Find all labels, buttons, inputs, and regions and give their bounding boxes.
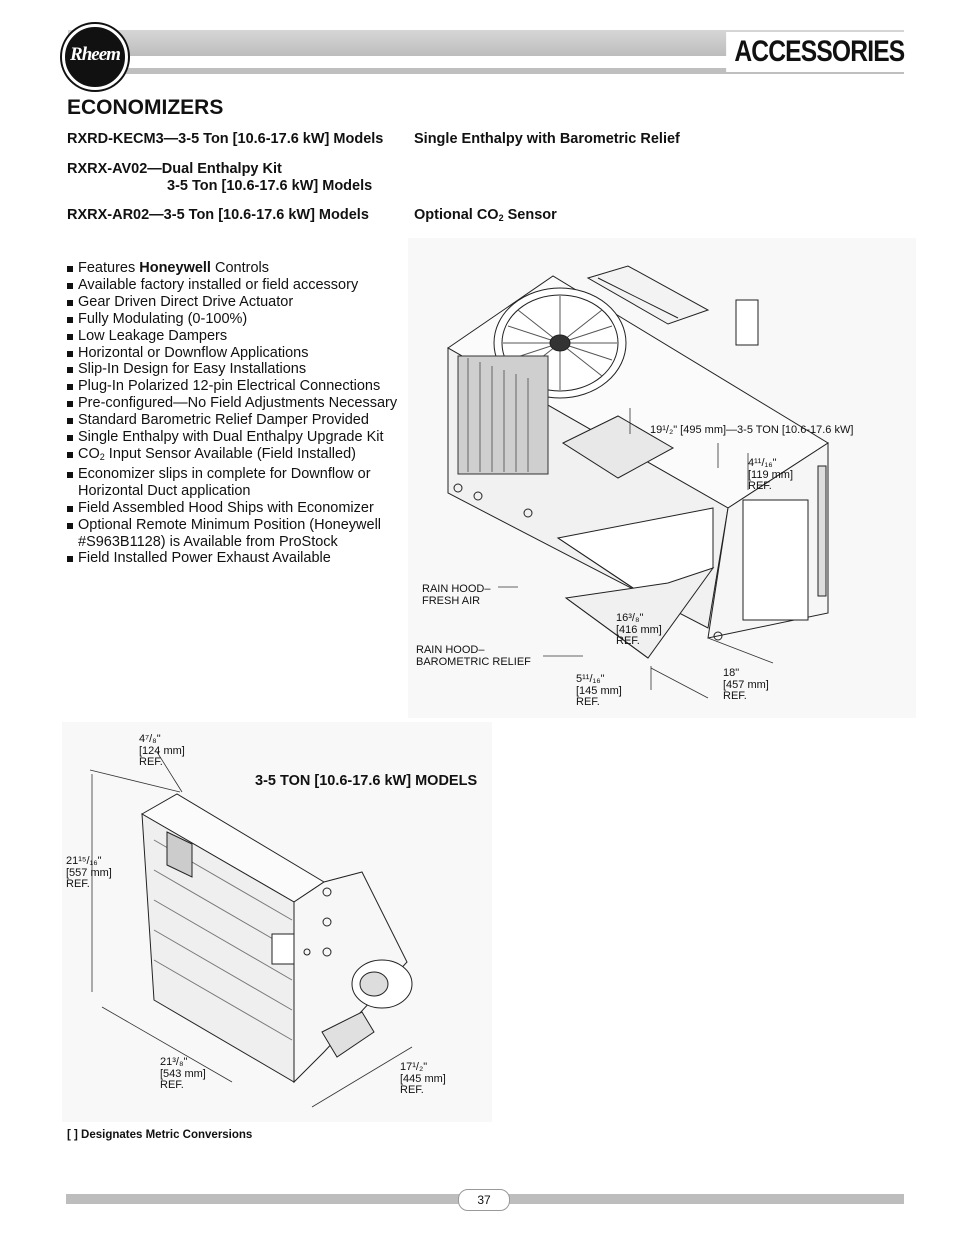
model-av02-range: 3-5 Ton [10.6-17.6 kW] Models — [167, 178, 373, 194]
logo-text: Rheem — [70, 44, 120, 65]
rheem-logo — [62, 24, 128, 90]
list-item: Pre-configured—No Field Adjustments Necessary — [66, 395, 426, 412]
dim-economizer-width: 19¹/₂" [495 mm]—3-5 TON [10.6-17.6 kW] — [650, 424, 854, 436]
list-item: Available factory installed or field accessory — [66, 277, 426, 294]
list-item: Optional Remote Minimum Position (Honeywell #S963B1128) is Available from ProStock — [66, 517, 426, 551]
rooftop-unit-figure — [408, 238, 916, 718]
list-item: Standard Barometric Relief Damper Provided — [66, 412, 426, 429]
figure-caption: 3-5 TON [10.6-17.6 kW] MODELS — [255, 773, 478, 789]
model-ar02: RXRX-AR02—3-5 Ton [10.6-17.6 kW] Models — [67, 207, 369, 223]
dim-hood-height: 16³/₈" [416 mm] REF. — [616, 612, 662, 647]
model-av02: RXRX-AV02—Dual Enthalpy Kit — [67, 161, 282, 177]
dim-relief-height: 5¹¹/₁₆" [145 mm] REF. — [576, 673, 622, 708]
dim-depth: 17¹/₂" [445 mm] REF. — [400, 1061, 446, 1096]
model-kecm3-desc: Single Enthalpy with Barometric Relief — [414, 131, 680, 147]
list-item: Low Leakage Dampers — [66, 328, 426, 345]
feature-list — [66, 260, 426, 567]
list-item: Gear Driven Direct Drive Actuator — [66, 294, 426, 311]
list-item: Field Installed Power Exhaust Available — [66, 550, 426, 567]
model-ar02-desc: Optional $CO_2$ Sensor — [414, 207, 557, 223]
label-rain-hood-fresh-air: RAIN HOOD– FRESH AIR — [422, 583, 491, 607]
section-title: ECONOMIZERS — [67, 96, 224, 119]
list-item: $CO_2$ Input Sensor Available (Field Installed) — [66, 446, 426, 466]
list-item: Horizontal or Downflow Applications — [66, 345, 426, 362]
list-item: Field Assembled Hood Ships with Economizer — [66, 500, 426, 517]
dim-depth-top: 4⁷/₈" [124 mm] REF. — [139, 733, 185, 768]
dim-width: 21³/₈" [543 mm] REF. — [160, 1056, 206, 1091]
page-title: ACCESSORIES — [726, 32, 904, 72]
list-item: Features Honeywell Controls — [66, 260, 426, 277]
page-number: 37 — [458, 1189, 510, 1211]
dim-hood-offset: 4¹¹/₁₆" [119 mm] REF. — [748, 457, 794, 492]
model-kecm3: RXRD-KECM3—3-5 Ton [10.6-17.6 kW] Models — [67, 131, 384, 147]
list-item: Slip-In Design for Easy Installations — [66, 361, 426, 378]
dim-hood-depth: 18" [457 mm] REF. — [723, 667, 769, 702]
dim-height: 21¹⁵/₁₆" [557 mm] REF. — [66, 855, 112, 890]
label-rain-hood-relief: RAIN HOOD– BAROMETRIC RELIEF — [416, 644, 531, 668]
list-item: Economizer slips in complete for Downflow or Horizontal Duct application — [66, 466, 426, 500]
list-item: Single Enthalpy with Dual Enthalpy Upgrade Kit — [66, 429, 426, 446]
list-item: Fully Modulating (0-100%) — [66, 311, 426, 328]
list-item: Plug-In Polarized 12-pin Electrical Connections — [66, 378, 426, 395]
metric-note: [ ] Designates Metric Conversions — [67, 1129, 253, 1141]
